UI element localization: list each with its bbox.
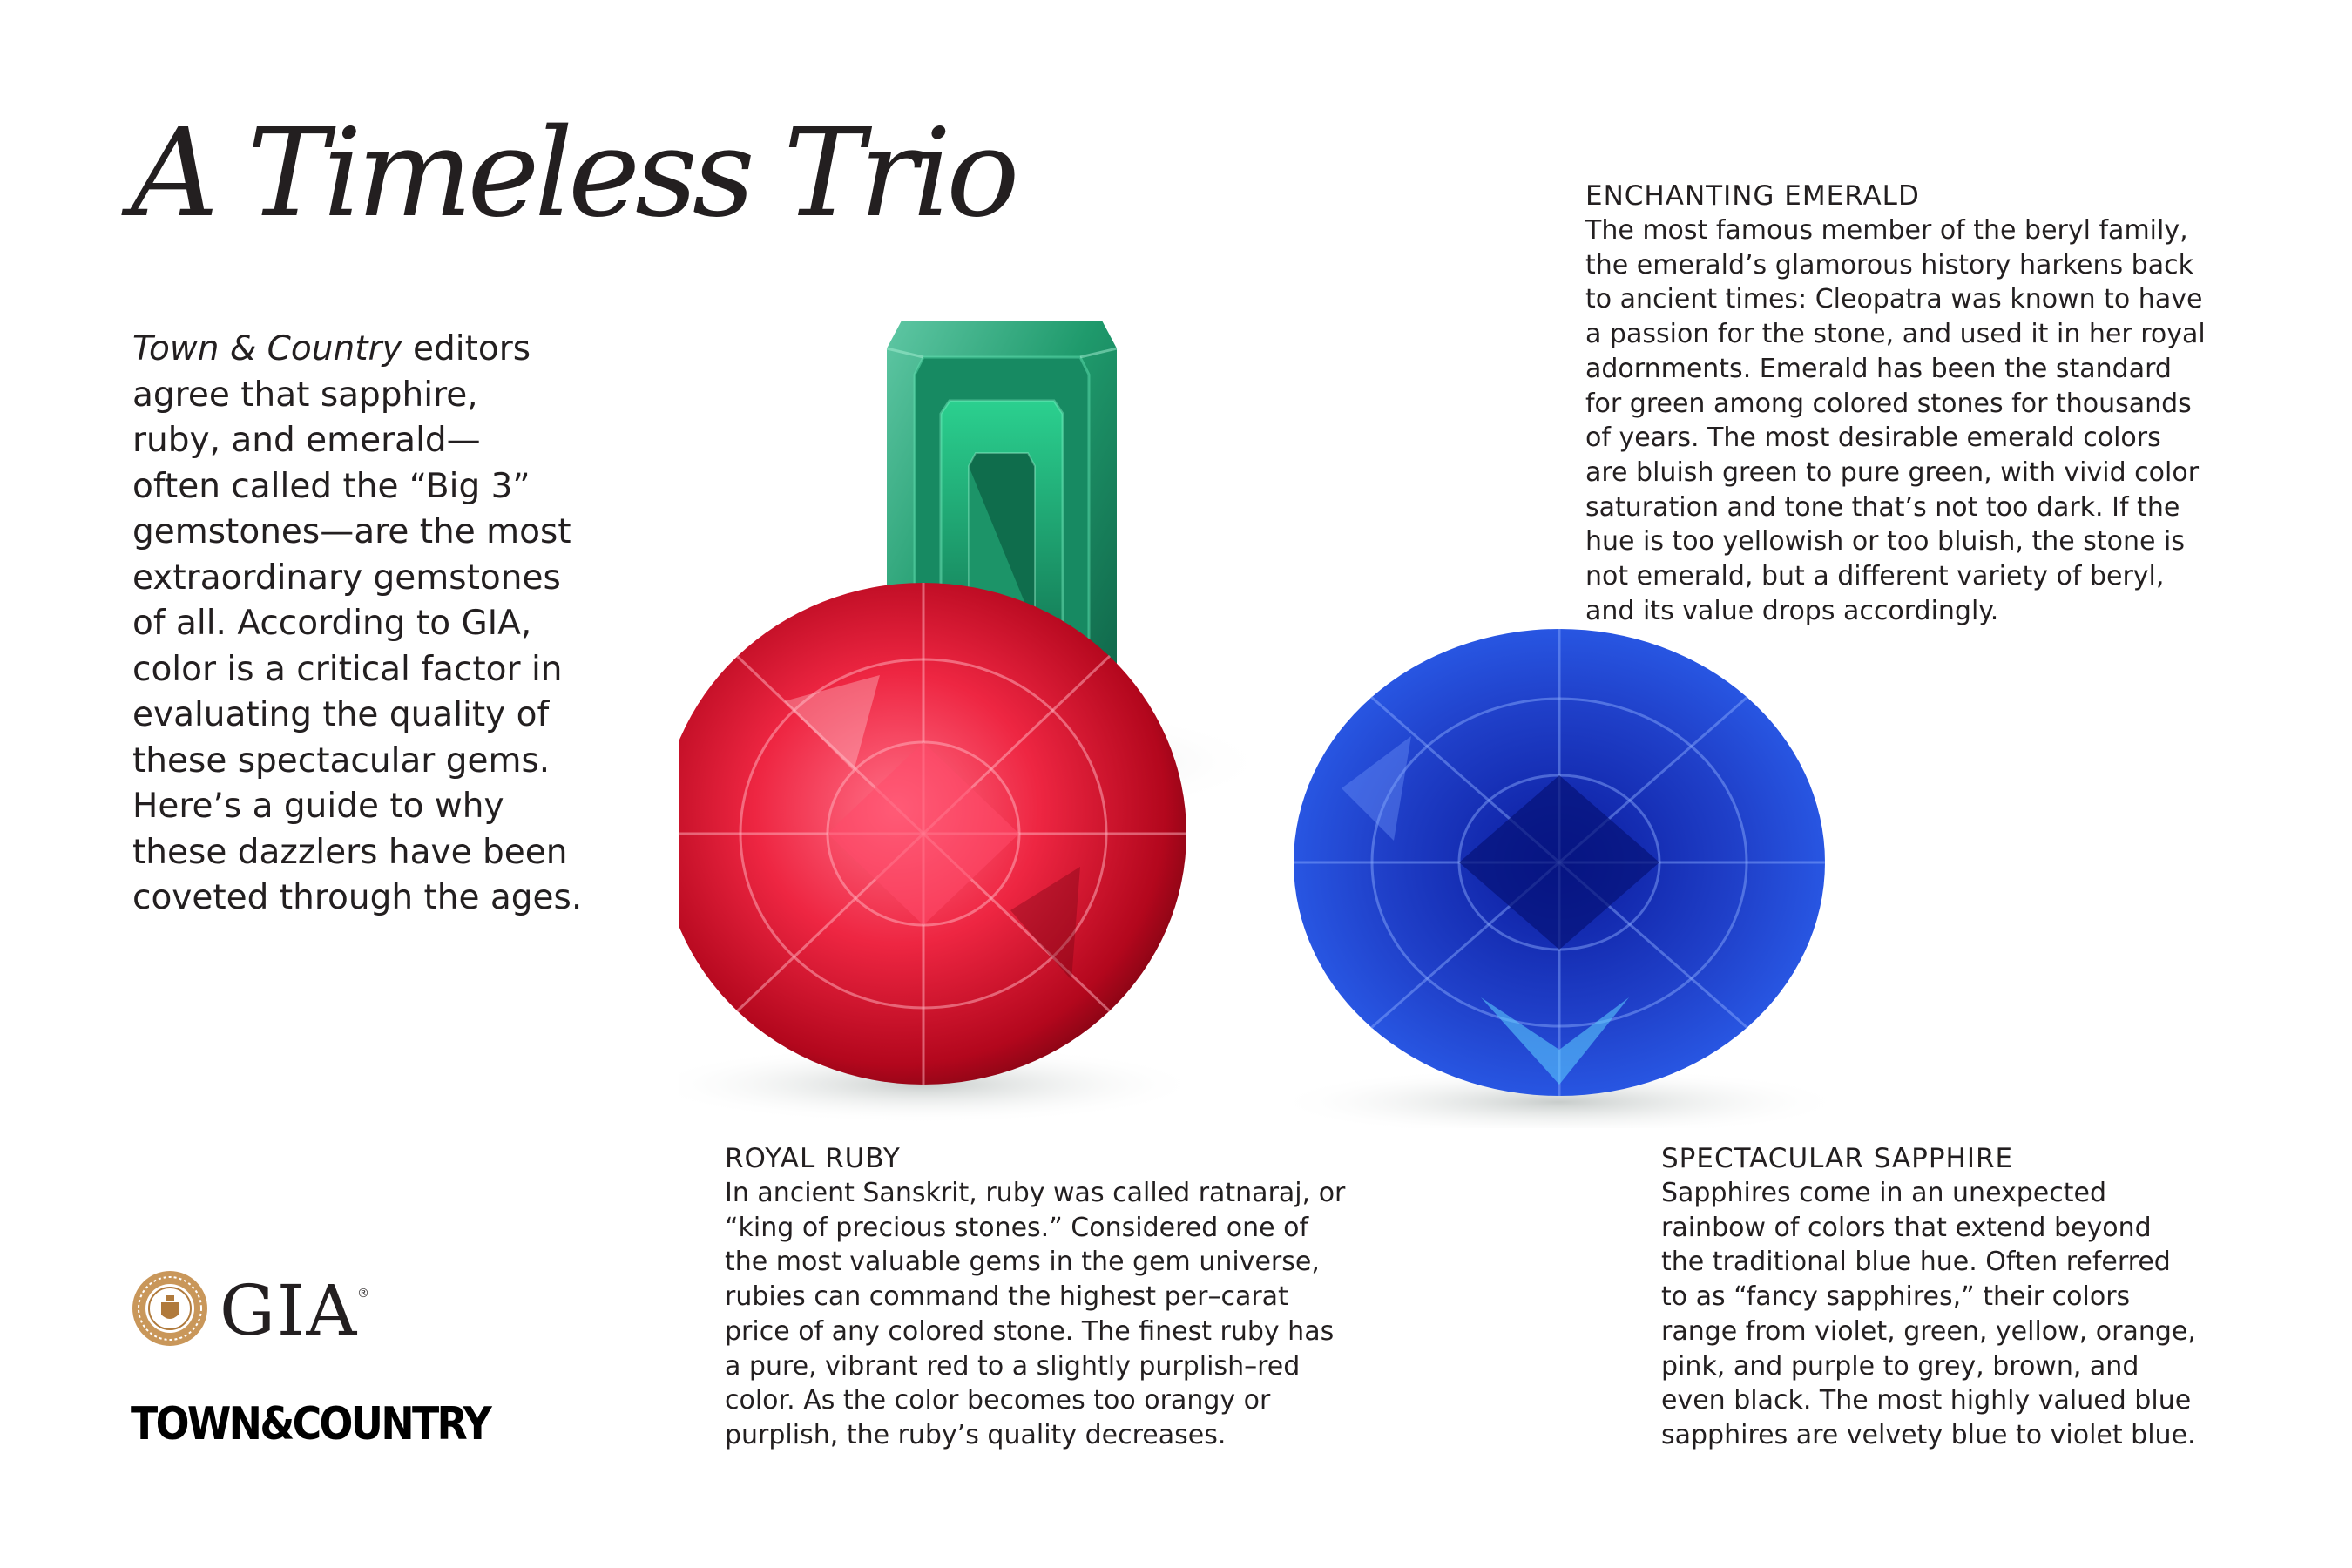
- gia-logo: [131, 1267, 409, 1355]
- emerald-line: saturation and tone that’s not too dark. If the: [1585, 491, 2180, 523]
- emerald-line: are bluish green to pure green, with vivid color: [1585, 456, 2200, 488]
- sapphire-line: range from violet, green, yellow, orange,: [1661, 1315, 2196, 1347]
- ruby-line: In ancient Sanskrit, ruby was called ratnaraj, or: [725, 1178, 1346, 1208]
- ruby-gem: [679, 583, 1186, 1085]
- ruby-section: [725, 1141, 1387, 1453]
- town-country-logo: TOWN&COUNTRY: [131, 1398, 490, 1450]
- sapphire-line: sapphires are velvety blue to violet blue.: [1661, 1419, 2196, 1450]
- emerald-description: [1585, 213, 2247, 628]
- ruby-line: a pure, vibrant red to a slightly purplish–red: [725, 1350, 1301, 1382]
- emerald-line: and its value drops accordingly.: [1585, 595, 1999, 626]
- emerald-line: the emerald’s glamorous history harkens back: [1585, 249, 2193, 280]
- ruby-line: price of any colored stone. The finest ruby has: [725, 1315, 1335, 1347]
- emerald-line: a passion for the stone, and used it in her royal: [1585, 319, 2206, 350]
- sapphire-line: even black. The most highly valued blue: [1661, 1385, 2192, 1416]
- intro-line: color is a critical factor in: [132, 649, 563, 689]
- intro-line: of all. According to GIA,: [132, 604, 532, 643]
- page-title: A Timeless Trio: [131, 103, 1015, 245]
- sapphire-description: [1661, 1176, 2323, 1453]
- emerald-line: not emerald, but a different variety of beryl,: [1585, 561, 2165, 592]
- emerald-section: [1585, 179, 2247, 628]
- gia-seal-icon: [131, 1269, 209, 1348]
- intro-line: these spectacular gems.: [132, 740, 551, 781]
- emerald-line: for green among colored stones for thousands: [1585, 388, 2192, 419]
- gia-wordmark: GIA: [220, 1270, 359, 1351]
- emerald-line: hue is too yellowish or too bluish, the stone is: [1585, 526, 2185, 558]
- intro-line: these dazzlers have been: [132, 832, 568, 872]
- sapphire-section: [1661, 1141, 2323, 1453]
- emerald-line: to ancient times: Cleopatra was known to have: [1585, 284, 2203, 315]
- ruby-heading: ROYAL RUBY: [725, 1143, 901, 1174]
- registered-mark: ®: [357, 1287, 369, 1301]
- intro-line: evaluating the quality of: [132, 695, 550, 734]
- ruby-description: [725, 1176, 1387, 1453]
- sapphire-line: pink, and purple to grey, brown, and: [1661, 1350, 2139, 1382]
- intro-line: ruby, and emerald—: [132, 421, 481, 460]
- ruby-line: color. As the color becomes too orangy or: [725, 1385, 1271, 1416]
- emerald-line: The most famous member of the beryl family,: [1585, 215, 2188, 246]
- emerald-heading: ENCHANTING EMERALD: [1585, 180, 1920, 212]
- intro-line: agree that sapphire,: [132, 375, 478, 415]
- intro-paragraph: [132, 327, 620, 922]
- magazine-name: Town & Country: [132, 329, 402, 368]
- intro-line: often called the “Big 3”: [132, 466, 531, 506]
- sapphire-line: rainbow of colors that extend beyond: [1661, 1212, 2152, 1243]
- ruby-line: “king of precious stones.” Considered one of: [725, 1212, 1309, 1243]
- sapphire-line: the traditional blue hue. Often referred: [1661, 1247, 2171, 1278]
- ruby-line: the most valuable gems in the gem universe,: [725, 1247, 1320, 1278]
- intro-line: Town & Country editors: [132, 329, 531, 368]
- sapphire-line: Sapphires come in an unexpected: [1661, 1178, 2107, 1208]
- sapphire-gem: [1294, 629, 1825, 1096]
- emerald-line: adornments. Emerald has been the standard: [1585, 353, 2172, 384]
- intro-line: gemstones—are the most: [132, 512, 571, 551]
- ruby-line: rubies can command the highest per–carat: [725, 1281, 1288, 1313]
- intro-line: coveted through the ages.: [132, 878, 583, 917]
- sapphire-line: to as “fancy sapphires,” their colors: [1661, 1281, 2131, 1313]
- intro-line: Here’s a guide to why: [132, 787, 504, 826]
- ruby-line: purplish, the ruby’s quality decreases.: [725, 1419, 1227, 1450]
- emerald-line: of years. The most desirable emerald colors: [1585, 422, 2161, 454]
- sapphire-heading: SPECTACULAR SAPPHIRE: [1661, 1143, 2014, 1174]
- intro-line: extraordinary gemstones: [132, 558, 561, 598]
